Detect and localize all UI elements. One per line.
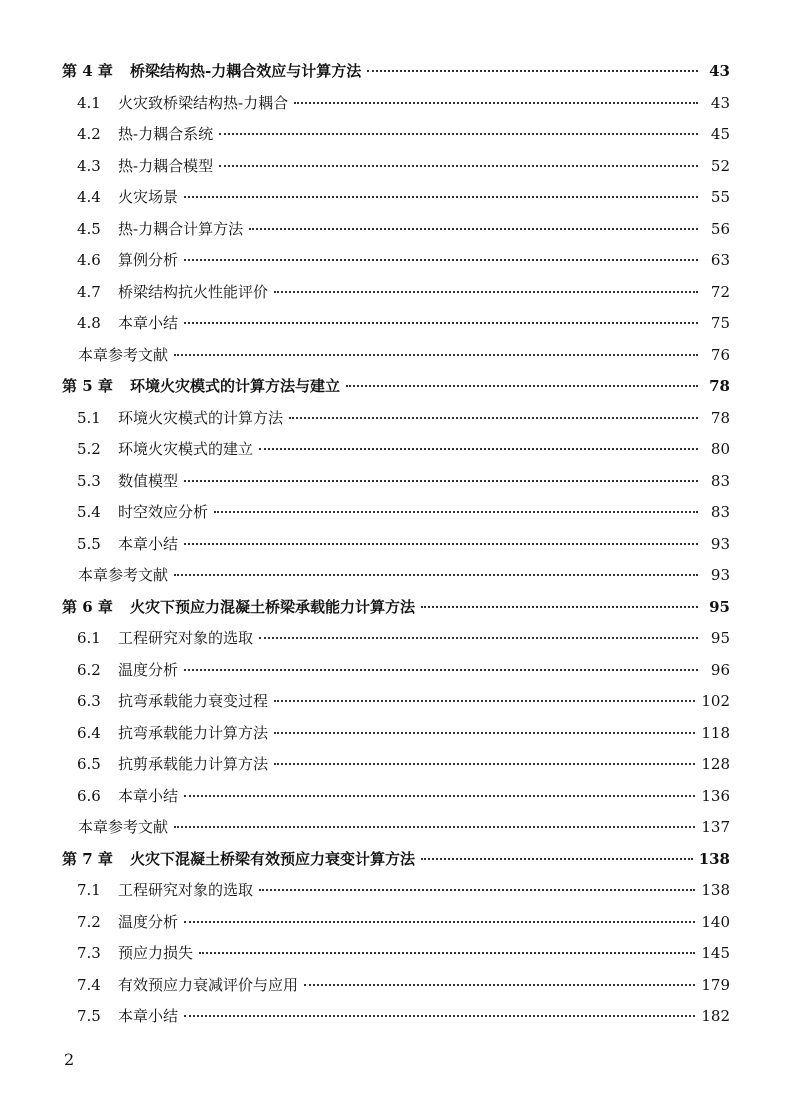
- toc-section-entry[interactable]: [62, 875, 730, 907]
- entry-page-number: 95: [710, 629, 730, 647]
- entry-title: 温度分析: [118, 912, 179, 931]
- dot-leader: [274, 762, 695, 765]
- entry-page-number: 138: [698, 849, 730, 868]
- entry-title: 本章小结: [118, 534, 179, 553]
- entry-page-number: 45: [710, 125, 730, 143]
- entry-page-number: 182: [701, 1007, 730, 1025]
- dot-leader: [249, 227, 698, 230]
- toc-section-entry[interactable]: [62, 182, 730, 214]
- toc-section-entry[interactable]: [62, 308, 730, 340]
- entry-number: 5.3: [77, 471, 101, 490]
- toc-section-entry[interactable]: [62, 119, 730, 151]
- entry-number: 4.1: [77, 93, 101, 112]
- page-number: 2: [64, 1050, 75, 1069]
- entry-title: 本章小结: [118, 314, 179, 332]
- entry-number: 第 4 章: [62, 62, 113, 80]
- dot-leader: [289, 416, 698, 419]
- entry-page-number: 43: [710, 93, 730, 112]
- dot-leader: [184, 1014, 695, 1017]
- toc-section-entry[interactable]: [62, 907, 730, 939]
- entry-page-number: 76: [710, 345, 730, 364]
- dot-leader: [174, 573, 698, 576]
- entry-number: 第 7 章: [62, 849, 113, 868]
- entry-title: 抗弯承载能力计算方法: [118, 723, 269, 742]
- entry-page-number: 56: [710, 219, 730, 238]
- toc-section-entry[interactable]: [62, 466, 730, 498]
- entry-number: 6.3: [77, 692, 101, 710]
- toc-section-entry[interactable]: [62, 749, 730, 781]
- toc-references-entry[interactable]: [62, 812, 730, 844]
- dot-leader: [184, 321, 698, 324]
- entry-number: 6.5: [77, 755, 101, 773]
- entry-title: 温度分析: [118, 660, 179, 679]
- entry-page-number: 145: [701, 944, 730, 962]
- entry-number: 7.4: [77, 975, 101, 994]
- dot-leader: [294, 101, 698, 104]
- toc-chapter-entry[interactable]: [62, 844, 730, 876]
- dot-leader: [346, 384, 698, 387]
- dot-leader: [219, 132, 698, 135]
- dot-leader: [184, 542, 698, 545]
- entry-number: 7.1: [77, 881, 101, 899]
- entry-page-number: 138: [701, 881, 730, 899]
- entry-title: 本章参考文献: [78, 818, 169, 836]
- entry-page-number: 80: [710, 440, 730, 458]
- entry-page-number: 52: [710, 156, 730, 175]
- entry-number: 4.2: [77, 125, 101, 143]
- dot-leader: [274, 699, 695, 702]
- toc-section-entry[interactable]: [62, 403, 730, 435]
- entry-title: 环境火灾模式的计算方法: [118, 408, 284, 427]
- entry-number: 6.4: [77, 723, 101, 742]
- entry-title: 本章参考文献: [78, 566, 169, 584]
- entry-page-number: 140: [701, 912, 730, 931]
- entry-page-number: 78: [709, 377, 730, 395]
- toc-references-entry[interactable]: [62, 560, 730, 592]
- entry-page-number: 55: [710, 188, 730, 206]
- toc-chapter-entry[interactable]: [62, 56, 730, 88]
- toc-section-entry[interactable]: [62, 151, 730, 183]
- entry-title: 数值模型: [118, 471, 179, 490]
- entry-title: 工程研究对象的选取: [118, 881, 254, 899]
- dot-leader: [184, 195, 698, 198]
- entry-page-number: 128: [701, 755, 730, 773]
- entry-page-number: 72: [710, 282, 730, 301]
- dot-leader: [184, 668, 698, 671]
- entry-title: 抗弯承载能力衰变过程: [118, 692, 269, 710]
- entry-title: 火灾致桥梁结构热-力耦合: [118, 93, 289, 112]
- dot-leader: [259, 888, 695, 891]
- entry-page-number: 136: [701, 786, 730, 805]
- entry-title: 火灾下混凝土桥梁有效预应力衰变计算方法: [130, 849, 416, 868]
- toc-section-entry[interactable]: [62, 497, 730, 529]
- entry-page-number: 63: [710, 251, 730, 269]
- entry-number: 4.4: [77, 188, 101, 206]
- entry-number: 5.2: [77, 440, 101, 458]
- toc-section-entry[interactable]: [62, 686, 730, 718]
- entry-title: 工程研究对象的选取: [118, 629, 254, 647]
- entry-title: 算例分析: [118, 251, 179, 269]
- dot-leader: [184, 920, 695, 923]
- dot-leader: [259, 447, 698, 450]
- entry-number: 6.2: [77, 660, 101, 679]
- entry-title: 桥梁结构热-力耦合效应与计算方法: [130, 62, 362, 80]
- toc-section-entry[interactable]: [62, 245, 730, 277]
- entry-page-number: 78: [710, 408, 730, 427]
- entry-title: 热-力耦合系统: [118, 125, 214, 143]
- entry-number: 7.2: [77, 912, 101, 931]
- entry-page-number: 118: [701, 723, 730, 742]
- entry-number: 7.5: [77, 1007, 101, 1025]
- toc-section-entry[interactable]: [62, 277, 730, 309]
- entry-title: 时空效应分析: [118, 503, 209, 521]
- entry-title: 热-力耦合模型: [118, 156, 214, 175]
- dot-leader: [274, 731, 695, 734]
- toc-section-entry[interactable]: [62, 529, 730, 561]
- entry-page-number: 75: [710, 314, 730, 332]
- dot-leader: [421, 857, 693, 860]
- entry-page-number: 93: [710, 566, 730, 584]
- entry-title: 桥梁结构抗火性能评价: [118, 282, 269, 301]
- entry-page-number: 43: [709, 62, 730, 80]
- entry-title: 有效预应力衰减评价与应用: [118, 975, 299, 994]
- entry-page-number: 96: [710, 660, 730, 679]
- toc-section-entry[interactable]: [62, 970, 730, 1002]
- entry-number: 第 5 章: [62, 377, 113, 395]
- entry-title: 热-力耦合计算方法: [118, 219, 244, 238]
- toc-section-entry[interactable]: [62, 623, 730, 655]
- dot-leader: [304, 983, 695, 986]
- entry-number: 第 6 章: [62, 597, 113, 616]
- dot-leader: [219, 164, 698, 167]
- toc-chapter-entry[interactable]: [62, 592, 730, 624]
- toc-chapter-entry[interactable]: [62, 371, 730, 403]
- dot-leader: [184, 794, 695, 797]
- entry-number: 5.5: [77, 534, 101, 553]
- entry-number: 4.5: [77, 219, 101, 238]
- dot-leader: [274, 290, 698, 293]
- entry-number: 4.7: [77, 282, 101, 301]
- dot-leader: [174, 825, 695, 828]
- entry-number: 4.6: [77, 251, 101, 269]
- entry-page-number: 93: [710, 534, 730, 553]
- dot-leader: [367, 69, 698, 72]
- entry-number: 7.3: [77, 944, 101, 962]
- entry-title: 本章小结: [118, 1007, 179, 1025]
- dot-leader: [184, 479, 698, 482]
- dot-leader: [184, 258, 698, 261]
- entry-title: 本章小结: [118, 786, 179, 805]
- toc-section-entry[interactable]: [62, 1001, 730, 1033]
- toc-section-entry[interactable]: [62, 88, 730, 120]
- entry-page-number: 137: [701, 818, 730, 836]
- entry-page-number: 83: [710, 471, 730, 490]
- entry-page-number: 95: [709, 597, 730, 616]
- toc-section-entry[interactable]: [62, 655, 730, 687]
- entry-page-number: 179: [701, 975, 730, 994]
- entry-number: 6.1: [77, 629, 101, 647]
- entry-title: 抗剪承载能力计算方法: [118, 755, 269, 773]
- entry-title: 火灾下预应力混凝土桥梁承载能力计算方法: [130, 597, 416, 616]
- dot-leader: [199, 951, 695, 954]
- entry-number: 4.3: [77, 156, 101, 175]
- entry-number: 6.6: [77, 786, 101, 805]
- entry-number: 5.4: [77, 503, 101, 521]
- toc-section-entry[interactable]: [62, 718, 730, 750]
- toc-section-entry[interactable]: [62, 938, 730, 970]
- entry-page-number: 102: [701, 692, 730, 710]
- dot-leader: [214, 510, 698, 513]
- dot-leader: [174, 353, 698, 356]
- toc-section-entry[interactable]: [62, 434, 730, 466]
- table-of-contents: [62, 56, 730, 1033]
- entry-number: 4.8: [77, 314, 101, 332]
- entry-title: 火灾场景: [118, 188, 179, 206]
- dot-leader: [259, 636, 698, 639]
- toc-section-entry[interactable]: [62, 781, 730, 813]
- entry-page-number: 83: [710, 503, 730, 521]
- entry-title: 环境火灾模式的计算方法与建立: [130, 377, 341, 395]
- toc-references-entry[interactable]: [62, 340, 730, 372]
- toc-section-entry[interactable]: [62, 214, 730, 246]
- dot-leader: [421, 605, 698, 608]
- entry-title: 环境火灾模式的建立: [118, 440, 254, 458]
- entry-number: 5.1: [77, 408, 101, 427]
- entry-title: 预应力损失: [118, 944, 194, 962]
- entry-title: 本章参考文献: [78, 345, 169, 364]
